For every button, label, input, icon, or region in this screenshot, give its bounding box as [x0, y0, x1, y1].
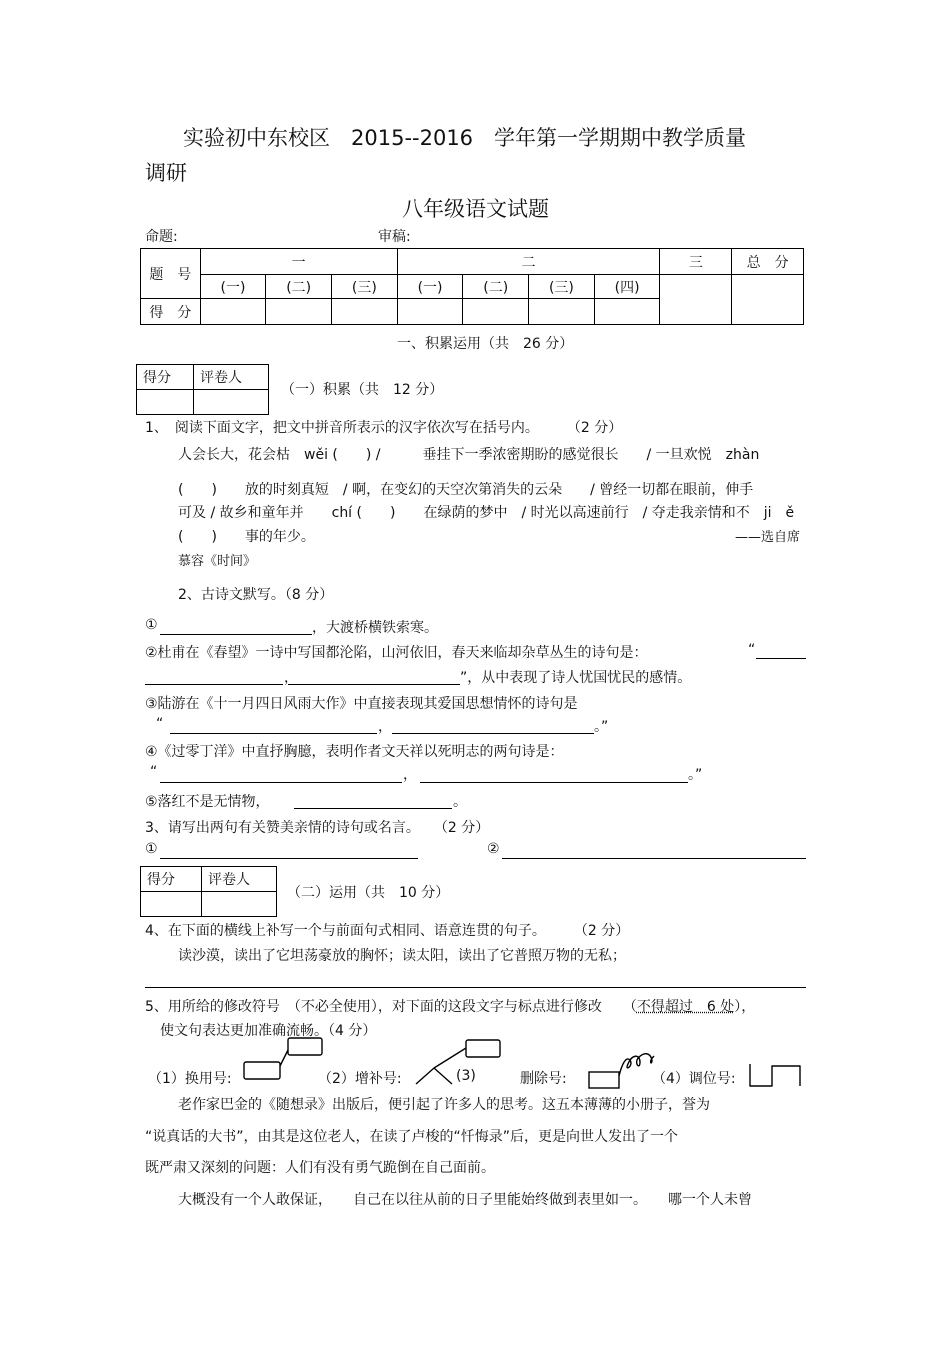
- answer-blank[interactable]: [756, 658, 806, 659]
- q5-title: [145, 996, 755, 1016]
- answer-blank[interactable]: [420, 782, 688, 783]
- q2-item4-end: 。”: [688, 767, 703, 783]
- q5-title-emphasis: 不得超过 6 处: [636, 999, 735, 1015]
- replace-mark-icon: [242, 1036, 326, 1082]
- q2-title: 2、古诗文默写。（8 分）: [178, 587, 334, 603]
- q2-item2-open-quote: “: [748, 642, 756, 658]
- score-cell[interactable]: [266, 299, 332, 325]
- symbol-replace-label: （1）换用号:: [148, 1071, 232, 1087]
- symbol-swap-label: （4）调位号:: [652, 1071, 736, 1087]
- q2-item3-comma: ，: [378, 719, 392, 735]
- grader-reviewer-label: 评卷人: [194, 365, 269, 390]
- q4-text: 读沙漠，读出了它坦荡豪放的胸怀；读太阳，读出了它普照万物的无私；: [178, 948, 626, 964]
- q5-paragraph-line1: 老作家巴金的《随想录》出版后，便引起了许多人的思考。这五本薄薄的小册子，誉为: [178, 1097, 710, 1113]
- q2-item1-mark: ①: [145, 617, 158, 633]
- q1-source-a: ——选自席: [735, 530, 801, 545]
- exam-subtitle: 八年级语文试题: [402, 197, 549, 221]
- symbol-3-number: (3): [456, 1068, 476, 1084]
- sub-header: (一): [200, 275, 266, 299]
- q1-line1: 人会长大，花会枯 wěi ( ) / 垂挂下一季浓密期盼的感觉很长 / 一旦欢悦 zhàn: [178, 447, 760, 463]
- q3-mark2: ②: [487, 841, 500, 857]
- symbol-insert-label: （2）增补号:: [318, 1071, 402, 1087]
- row-label-number: 题 号: [141, 249, 201, 299]
- total-header: 总 分: [732, 249, 804, 275]
- grader-score-label: 得分: [137, 365, 194, 390]
- q5-paragraph-line3: 既严肃又深刻的问题：人们有没有勇气跪倒在自己面前。: [145, 1160, 495, 1176]
- grader-box-2: [140, 866, 277, 917]
- grader-score-cell[interactable]: [137, 390, 194, 415]
- score-cell[interactable]: [200, 299, 266, 325]
- part1-heading: 一、积累运用（共 26 分）: [397, 336, 574, 352]
- section-3-header: 三: [660, 249, 732, 275]
- answer-blank[interactable]: [145, 987, 806, 988]
- q1-line4: ( ) 事的年少。: [178, 529, 315, 545]
- q1-title: 1、 阅读下面文字，把文中拼音所表示的汉字依次写在括号内。 （2 分）: [145, 420, 623, 436]
- answer-blank[interactable]: [145, 684, 283, 685]
- swap-mark-icon: [746, 1060, 804, 1090]
- q2-item4-comma: ，: [403, 767, 417, 783]
- delete-mark-icon: [588, 1050, 662, 1090]
- author-label: 命题:: [145, 229, 178, 245]
- answer-blank[interactable]: [502, 858, 806, 859]
- q2-item2-end: ”，从中表现了诗人忧国忧民的感情。: [460, 670, 692, 686]
- grader-reviewer-label: 评卷人: [202, 867, 277, 892]
- answer-blank[interactable]: [392, 733, 594, 734]
- score-cell[interactable]: [732, 275, 804, 325]
- q2-item5-end: 。: [453, 794, 467, 810]
- sub-header: (二): [463, 275, 529, 299]
- sub2-heading: （二）运用（共 10 分）: [287, 885, 450, 901]
- answer-blank[interactable]: [160, 782, 402, 783]
- answer-blank[interactable]: [170, 733, 377, 734]
- q2-item3-open-quote: “: [156, 716, 164, 732]
- q5-paragraph-line2: “说真话的大书”，由其是这位老人，在读了卢梭的“忏悔录”后，更是向世人发出了一个: [145, 1129, 679, 1145]
- sub-header: (三): [332, 275, 398, 299]
- grader-reviewer-cell[interactable]: [202, 892, 277, 917]
- answer-blank[interactable]: [288, 684, 460, 685]
- score-table: [140, 248, 804, 325]
- sub-header: (三): [529, 275, 595, 299]
- q3-mark1: ①: [145, 841, 158, 857]
- q5-title-a: 5、用所给的修改符号 （不必全使用），对下面的这段文字与标点进行修改 （: [145, 999, 637, 1015]
- q1-source-b: 慕容《时间》: [178, 554, 257, 569]
- grader-reviewer-cell[interactable]: [194, 390, 269, 415]
- symbol-delete-label: 删除号:: [520, 1071, 567, 1087]
- grader-score-label: 得分: [141, 867, 202, 892]
- q4-title: 4、在下面的横线上补写一个与前面句式相同、语意连贯的句子。 （2 分）: [145, 923, 630, 939]
- q2-item3-prompt: ③陆游在《十一月四日风雨大作》中直接表现其爱国思想情怀的诗句是: [145, 696, 578, 712]
- q5-paragraph-line4: 大概没有一个人敢保证， 自己在以往从前的日子里能始终做到表里如一。 哪一个人未曾: [178, 1192, 752, 1208]
- q5-line2: 使文句表达更加准确流畅。（4 分）: [160, 1023, 377, 1039]
- grader-score-cell[interactable]: [141, 892, 202, 917]
- grader-box-1: [136, 364, 269, 415]
- reviewer-label: 审稿:: [378, 229, 411, 245]
- q2-item5-prompt: ⑤落红不是无情物，: [145, 794, 270, 810]
- q2-item4-open-quote: “: [150, 764, 158, 780]
- score-cell[interactable]: [660, 275, 732, 325]
- answer-blank[interactable]: [294, 808, 452, 809]
- section-1-header: 一: [200, 249, 397, 275]
- q2-item2-comma: ，: [284, 670, 298, 686]
- row-label-score: 得 分: [141, 299, 201, 325]
- score-cell[interactable]: [594, 299, 660, 325]
- q2-item1-text: ，大渡桥横铁索寒。: [312, 620, 438, 636]
- score-cell[interactable]: [529, 299, 595, 325]
- answer-blank[interactable]: [160, 634, 312, 635]
- score-cell[interactable]: [397, 299, 463, 325]
- q2-item3-end: 。”: [594, 719, 609, 735]
- score-cell[interactable]: [332, 299, 398, 325]
- exam-title-line1: 实验初中东校区 2015--2016 学年第一学期期中教学质量: [183, 126, 747, 150]
- exam-title-line2: 调研: [145, 161, 187, 185]
- q5-title-c: ），: [734, 999, 756, 1015]
- section-2-header: 二: [397, 249, 660, 275]
- q1-line3: 可及 / 故乡和童年并 chí ( ) 在绿荫的梦中 / 时光以高速前行 / 夺走我亲情和不 ji ě: [178, 505, 795, 521]
- q2-item4-prompt: ④《过零丁洋》中直抒胸臆，表明作者文天祥以死明志的两句诗是：: [145, 744, 564, 760]
- sub1-heading: （一）积累（共 12 分）: [281, 382, 444, 398]
- q2-item2-prompt: ②杜甫在《春望》一诗中写国都沦陷，山河依旧，春天来临却杂草丛生的诗句是：: [145, 645, 648, 661]
- q1-line2: ( ) 放的时刻真短 / 啊，在变幻的天空次第消失的云朵 / 曾经一切都在眼前，伸手: [178, 482, 754, 498]
- q3-title: 3、请写出两句有关赞美亲情的诗句或名言。 （2 分）: [145, 820, 490, 836]
- sub-header: (二): [266, 275, 332, 299]
- score-cell[interactable]: [463, 299, 529, 325]
- sub-header: (一): [397, 275, 463, 299]
- answer-blank[interactable]: [160, 858, 418, 859]
- sub-header: (四): [594, 275, 660, 299]
